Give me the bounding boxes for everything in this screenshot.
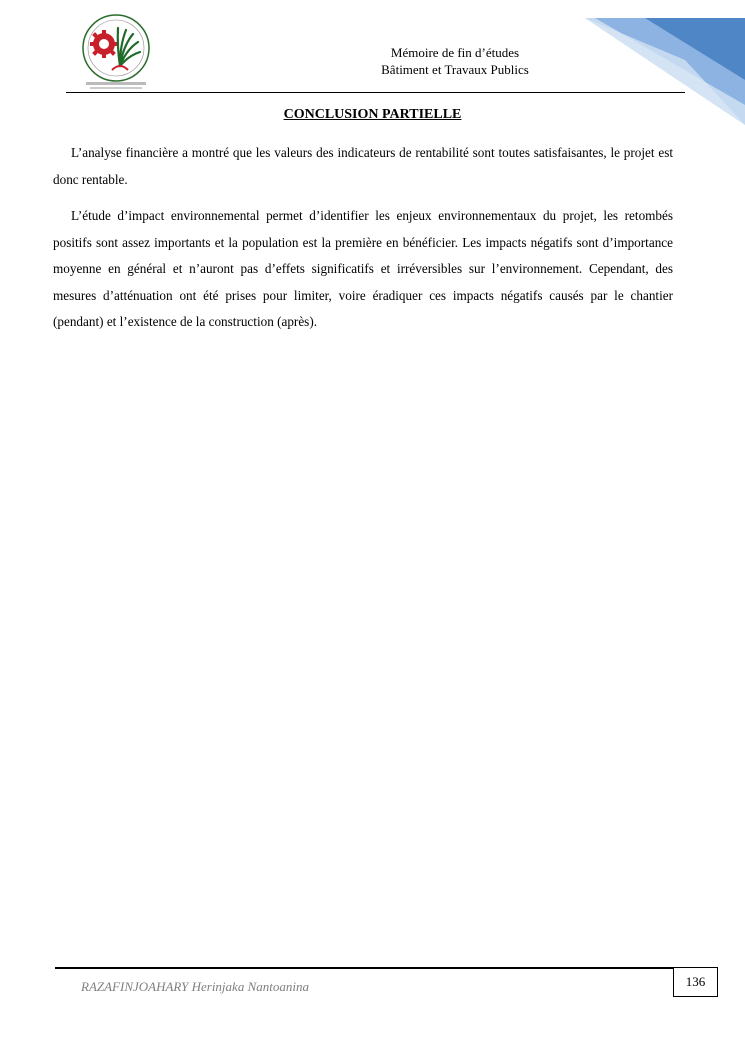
footer-divider xyxy=(55,967,675,969)
school-emblem-icon xyxy=(76,10,156,92)
paragraph: L’étude d’impact environnemental permet d’identifier les enjeux environnementaux du projet, les retombés positifs sont assez importants et la population est la première en bénéficier. Les impacts négatifs sont d’importance moyenne en général et n’auront pas d’effets significatifs et irréversibles sur l’environnement. Cependant, des mesures d’atténuation ont été prises pour limiter, voire éradiquer ces impacts négatifs causés par le chantier (pendant) et l’existence de la construction (après). xyxy=(53,208,673,329)
section-title xyxy=(0,107,745,123)
footer-author: RAZAFINJOAHARY Herinjaka Nantoanina xyxy=(81,979,309,994)
page-number: 136 xyxy=(673,967,718,997)
header-title xyxy=(330,44,580,78)
header-line-1: Mémoire de fin d’études xyxy=(390,45,520,60)
header-divider xyxy=(66,92,685,93)
header-line-2: Bâtiment et Travaux Publics xyxy=(381,62,529,77)
paragraph: L’analyse financière a montré que les valeurs des indicateurs de rentabilité sont toutes satisfaisantes, le projet est donc rentable. xyxy=(53,145,673,187)
section-title-text: CONCLUSION PARTIELLE xyxy=(283,107,462,122)
section-body xyxy=(53,140,673,346)
